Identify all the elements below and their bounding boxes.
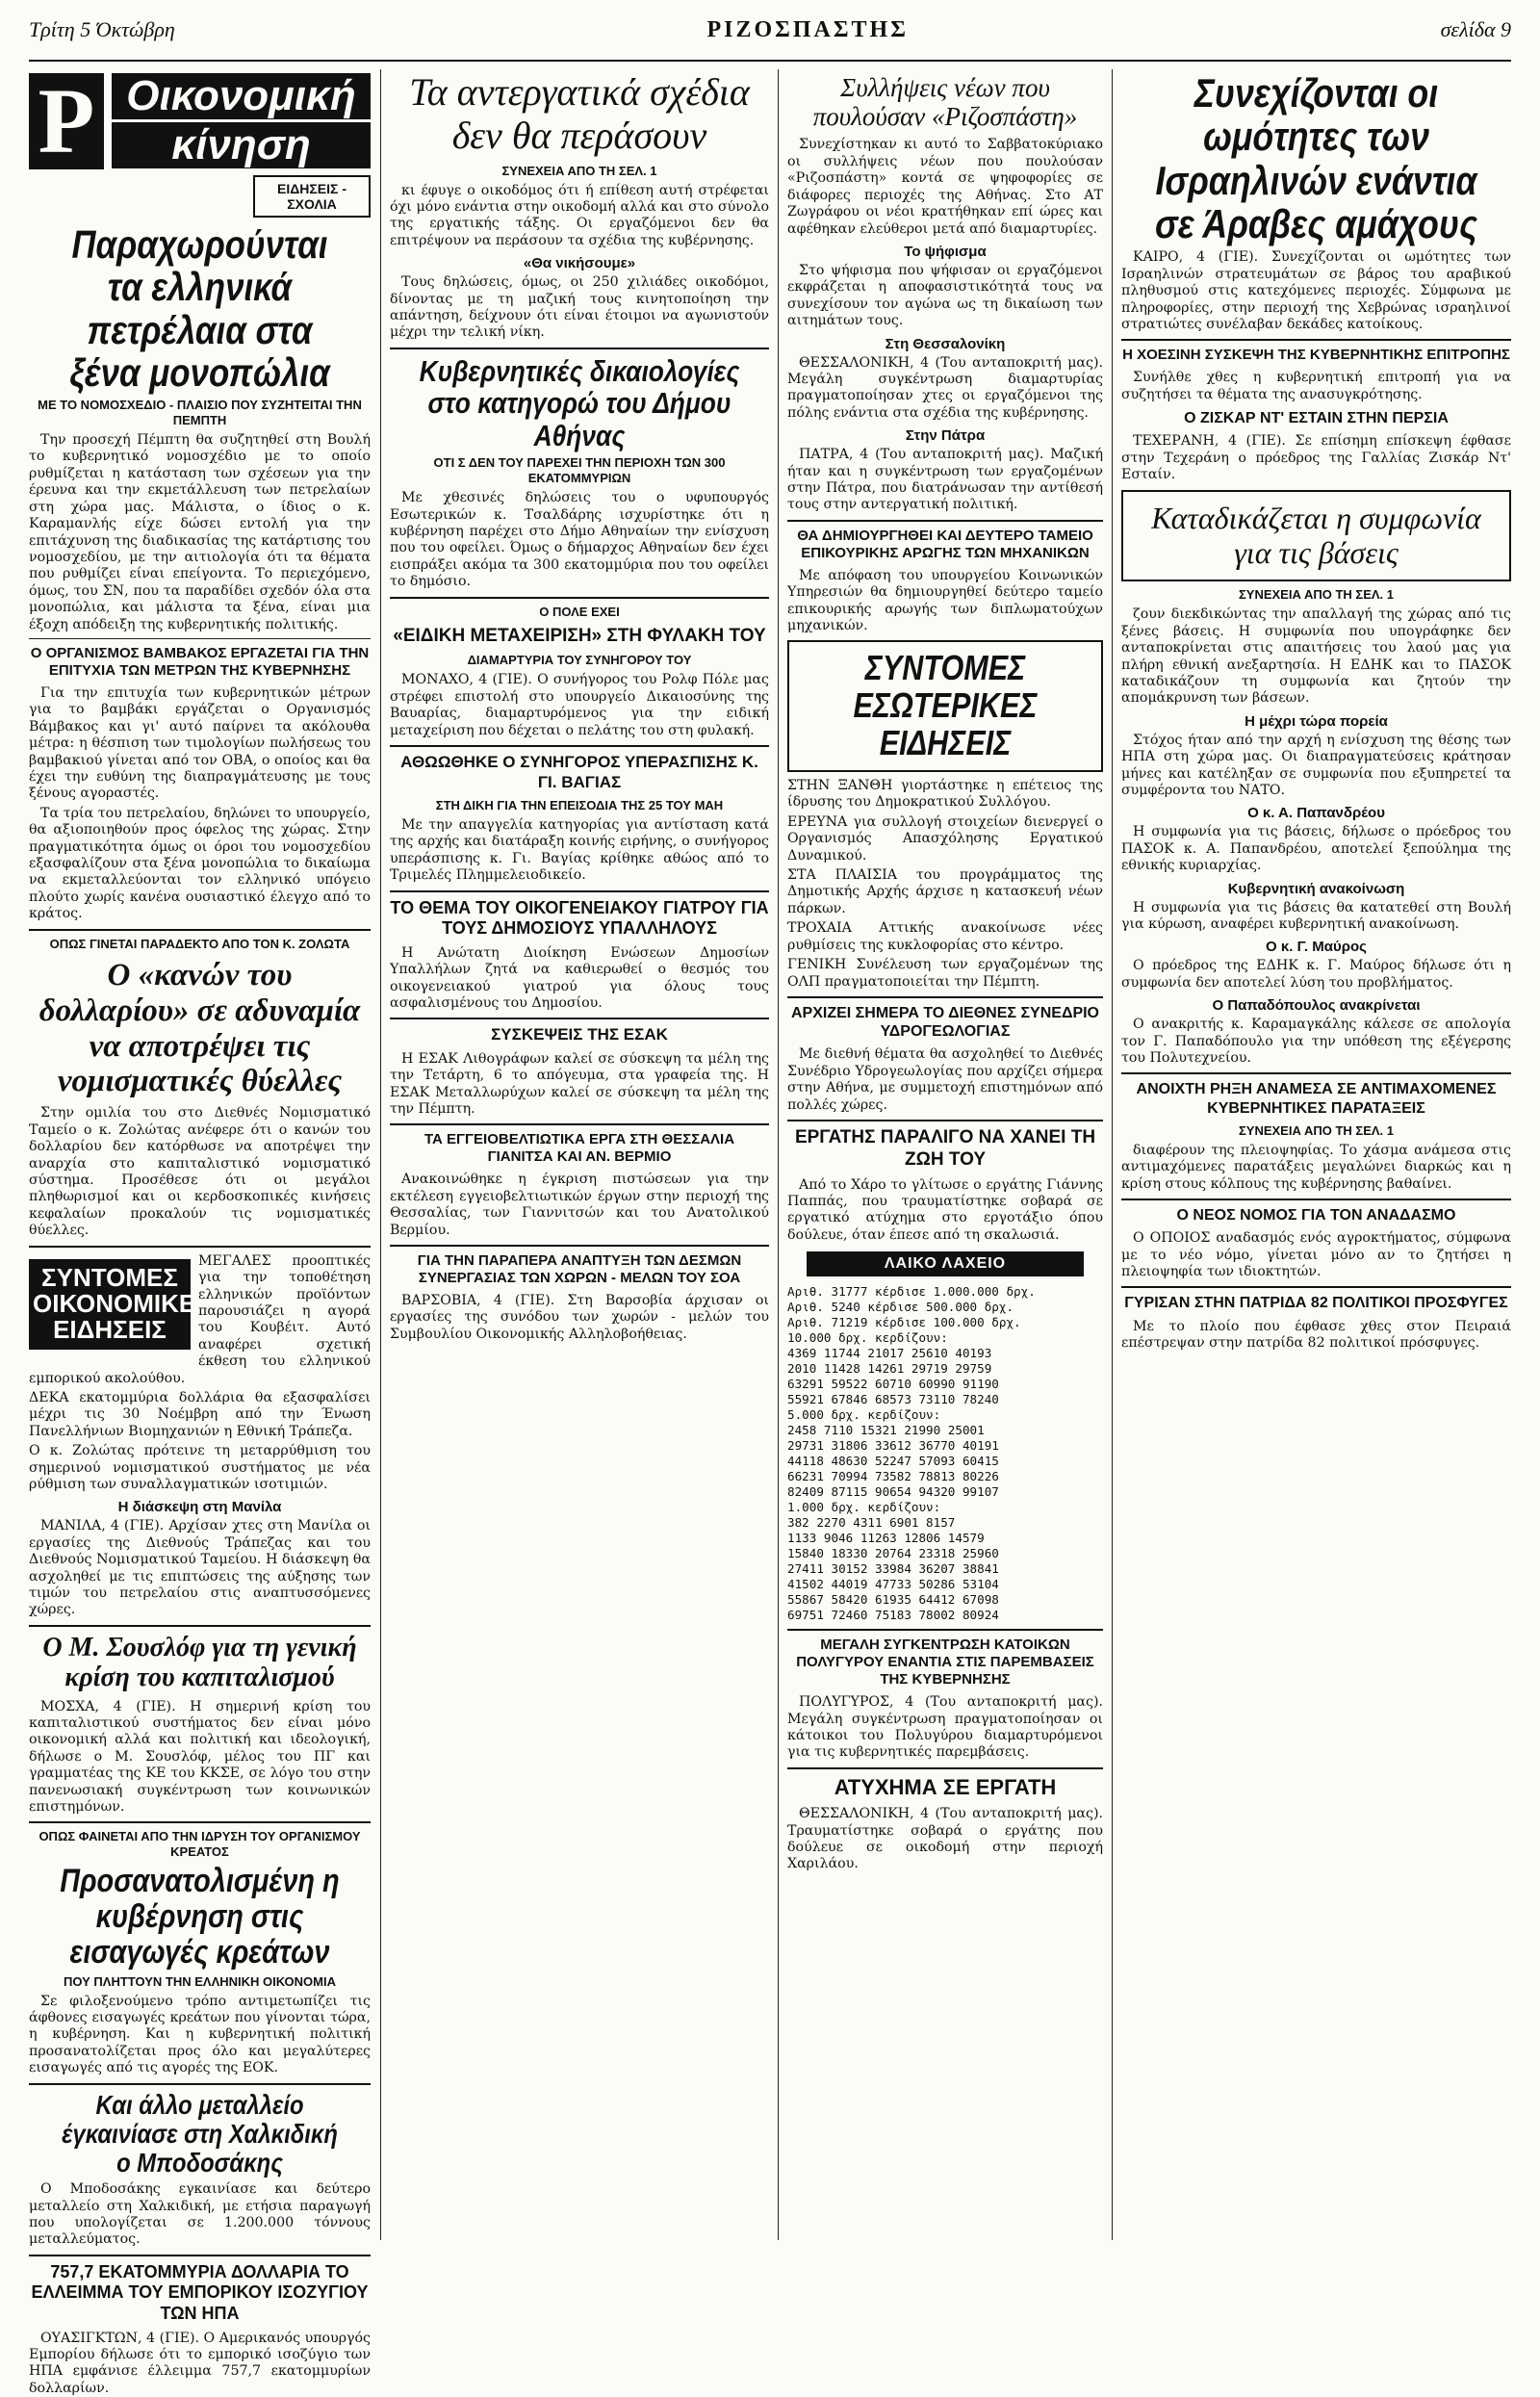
dollar-article: Στην ομιλία του στο Διεθνές Νομισματικό Ταμείο ο κ. Ζολώτας ανέφερε ότι ο κανών του δολλαρίου δεν κατόρθωσε να αποτρέψει την αναρχία στο καπιταλιστικό νομισματικό σύστημα. Προσέθεσε ότι οι μεγάλοι πληθωρισμοί και οι κερδοσκοπικές κινήσεις κεφαλαίων προκαλούν τις νομισματικές θύελλες. — [29, 1105, 371, 1239]
dollar-kicker: ΟΠΩΣ ΓΙΝΕΤΑΙ ΠΑΡΑΔΕΚΤΟ ΑΠΟ ΤΟΝ Κ. ΖΟΛΩΤΑ — [49, 936, 350, 951]
meat-subhead: ΠΟΥ ΠΛΗΤΤΟΥΝ ΤΗΝ ΕΛΛΗΝΙΚΗ ΟΙΚΟΝΟΜΙΑ — [63, 1973, 336, 1989]
domestic-brief-item: ΓΕΝΙΚΗ Συνέλευση των εργαζομένων της ΟΛΠ πραγματοποιείται την Πέμπτη. — [787, 957, 1103, 990]
prison-article: ΜΟΝΑΧΟ, 4 (ΓΙΕ). Ο συνήγορος του Ρολφ Πόλε μας στρέφει επιστολή στο υπουργείο Δικαιοσύνης της Βαυαρίας, διαμαρτυρόμενος για την ειδική μεταχείριση που δέχεται ο πελάτης του στη φυλακή. — [390, 672, 769, 738]
acquittal-article: Με την απαγγελία κατηγορίας για αντίσταση κατά της αρχής και διατάραξη κοινής ειρήνης, ο συνήγορος υπεράσπισης κ. Γι. Βαγίας κρίθηκε αθώος από το Τριμελές Πλημμελειοδικείο. — [390, 816, 769, 884]
oil-article: Την προσεχή Πέμπτη θα συζητηθεί στη Βουλή το κυβερνητικό νομοσχέδιο με το οποίο ρυθμίζεται η κατάσταση των σχέσεων για την έρευνα και την εκμετάλλευση των πετρελαίων στη χώρα μας. Μάλιστα, ο ίδιος ο κ. Καραμανλής είχε δώσει εντολή για την επιτάχυνση της διαδικασίας της κατάρτισης του νομοσχεδίου, με την αιτιολογία ότι τα θέματα που ρυθμίζει είναι επείγοντα. Το περιεχόμενο, όμως, του ΣΝ, που τα παραδίδει σχεδόν όλα στα μονοπώλια, και μάλιστα τα ξένα, είναι μια έξοχη απόδειξη της κυβερνητικής πολιτικής. — [29, 432, 371, 632]
section-title-line-2: κίνηση — [112, 122, 371, 168]
lottery-line: 2010 11428 14261 29719 29759 — [787, 1361, 992, 1377]
engineers-fund-headline: ΘΑ ΔΗΜΙΟΥΡΓΗΘΕΙ ΚΑΙ ΔΕΥΤΕΡΟ ΤΑΜΕΙΟ ΕΠΙΚΟΥΡΙΚΗΣ ΑΡΩΓΗΣ ΤΩΝ ΜΗΧΑΝΙΚΩΝ — [797, 527, 1093, 561]
arrests-headline: Συλλήψεις νέων που πουλούσαν «Ριζοσπάστη» — [812, 73, 1078, 132]
cotton-article: Για την επιτυχία των κυβερνητικών μέτρων για το βαμβάκι εργάζεται ο Οργανισμός Βάμβακος και γι' αυτό παίρνει τα ακόλουθα μέτρα: η θέσπιση των τιμολογίων πωλήσεως του βαμβακιού γίνεται από τον ΟΒΑ, ο οποίος και θα έχει την ευθύνη της διαπραγμάτευσης με τους ξένους αγοραστές. — [29, 684, 371, 802]
bases-continued: ΣΥΝΕΧΕΙΑ ΑΠΟ ΤΗ ΣΕΛ. 1 — [1238, 587, 1395, 603]
bases-article: ζουν διεκδικώντας την απαλλαγή της χώρας από τις ξένες βάσεις. Η συμφωνία που υπογράφηκε δεν ανταποκρίνεται στις απαιτήσεις του λαού μας για πλήρη εθνική ανεξαρτησία. Η ΕΔΗΚ και το ΠΑΣΟΚ καταδικάζουν τη συμφωνία και ζητούν την απομάκρυνση των βάσεων. — [1121, 606, 1511, 707]
lottery-line: Αριθ. 71219 κέρδισε 100.000 δρχ. — [787, 1315, 1021, 1330]
domestic-brief-item: ΣΤΗΝ ΞΑΝΘΗ γιορτάστηκε η επέτειος της ίδρυσης του Δημοκρατικού Συλλόγου. — [787, 778, 1103, 811]
section-badge: ΕΙΔΗΣΕΙΣ - ΣΧΟΛΙΑ — [253, 175, 371, 218]
lottery-line: Αριθ. 31777 κέρδισε 1.000.000 δρχ. — [787, 1284, 1036, 1300]
mine-article: Ο Μποδοσάκης εγκαινίασε και δεύτερο μεταλλείο στη Χαλκιδική, με ετήσια παραγωγή που υπολογίζεται σε 1.200.000 τόννους μεταλλεύματος. — [29, 2181, 371, 2248]
polygyros-article: ΠΟΛΥΓΥΡΟΣ, 4 (Του ανταποκριτή μας). Μεγάλη συγκέντρωση πραγματοποίησαν οι κάτοικοι του Πολυγύρου διαμαρτυρόμενοι για τις κυβερνητικές παρεμβάσεις. — [787, 1694, 1103, 1761]
column-news — [787, 67, 1103, 2243]
arrests-article: Συνεχίστηκαν κι αυτό το Σαββατοκύριακο οι συλλήψεις νέων που πουλούσαν «Ριζοσπάστη» κοντά σε ψηφοφορίες σε διάφορες περιοχές της Αθήνας. Στο ΑΤ Ζωγράφου οι νέοι κρατήθηκαν επί ώρες και αφέθηκαν ελεύθεροι μετά από διαμαρτυρίες. — [787, 137, 1103, 237]
domestic-briefs-title: ΣΥΝΤΟΜΕΣ ΕΣΩΤΕΡΙΚΕΣ ΕΙΔΗΣΕΙΣ — [853, 648, 1038, 763]
comecon-article: ΒΑΡΣΟΒΙΑ, 4 (ΓΙΕ). Στη Βαρσοβία άρχισαν οι εργασίες της συνόδου των χωρών - μελών του Συμβουλίου Οικονομικής Αλληλοβοήθειας. — [390, 1292, 769, 1342]
refugees-headline: ΓΥΡΙΣΑΝ ΣΤΗΝ ΠΑΤΡΙΔΑ 82 ΠΟΛΙΤΙΚΟΙ ΠΡΟΣΦΥΓΕΣ — [1124, 1295, 1508, 1312]
lottery-line: 4369 11744 21017 25610 40193 — [787, 1346, 992, 1361]
manila-subhead: Η διάσκεψη στη Μανίλα — [117, 1499, 282, 1516]
oil-kicker: ΜΕ ΤΟ ΝΟΜΟΣΧΕΔΙΟ - ΠΛΑΙΣΙΟ ΠΟΥ ΣΥΖΗΤΕΙΤΑΙ ΤΗΝ ΠΕΜΠΤΗ — [38, 398, 362, 428]
lottery-line: 5.000 δρχ. κερδίζουν: — [787, 1407, 941, 1423]
column-labour — [390, 67, 769, 2243]
column-world — [1121, 67, 1511, 2243]
us-deficit-article: ΟΥΑΣΙΓΚΤΩΝ, 4 (ΓΙΕ). Ο Αμερικανός υπουργός Εμπορίου δήλωσε ότι το εμπορικό ισοζύγιο των ΗΠΑ εμφάνισε έλλειμμα 757,7 εκατομμυρίων δολλαρίων. — [29, 2330, 371, 2396]
economic-briefs-box: ΣΥΝΤΟΜΕΣ ΟΙΚΟΝΟΜΙΚΕΣ ΕΙΔΗΣΕΙΣ — [29, 1259, 191, 1350]
patras-subhead: Στην Πάτρα — [905, 427, 986, 445]
papandreou-article: Η συμφωνία για τις βάσεις, δήλωσε ο πρόεδρος του ΠΑΣΟΚ κ. Α. Παπανδρέου, αποτελεί ξεπούλημα της εθνικής κυριαρχίας. — [1121, 824, 1511, 874]
thessaly-works-headline: ΤΑ ΕΓΓΕΙΟΒΕΛΤΙΩΤΙΚΑ ΕΡΓΑ ΣΤΗ ΘΕΣΣΑΛΙΑ ΓΙΑΝΙΤΣΑ ΚΑΙ ΑΝ. ΒΕΡΜΙΟ — [424, 1131, 735, 1166]
refugees-article: Με το πλοίο που έφθασε χθες στον Πειραιά επέστρεψαν στην πατρίδα 82 πολιτικοί πρόσφυγες. — [1121, 1318, 1511, 1352]
lottery-line: 27411 30152 33984 36207 38841 — [787, 1561, 999, 1577]
section-title-line-1: Οικονομική — [112, 73, 371, 119]
rift-continued: ΣΥΝΕΧΕΙΑ ΑΠΟ ΤΗ ΣΕΛ. 1 — [1238, 1122, 1395, 1138]
congress-headline: ΑΡΧΙΖΕΙ ΣΗΜΕΡΑ ΤΟ ΔΙΕΘΝΕΣ ΣΥΝΕΔΡΙΟ ΥΔΡΟΓΕΩΛΟΓΙΑΣ — [791, 1004, 1099, 1041]
decree-article: Στο ψήφισμα που ψήφισαν οι εργαζόμενοι εκφράζεται η αποφασιστικότητά τους να συνεχίσουν τον αγώνα ως τη δικαίωση των αιτημάτων τους. — [787, 262, 1103, 329]
lottery-line: 10.000 δρχ. κερδίζουν: — [787, 1330, 948, 1346]
athens-city-kicker: ΟΤΙ Σ ΔΕΝ ΤΟΥ ΠΑΡΕΧΕΙ ΤΗΝ ΠΕΡΙΟΧΗ ΤΩΝ 300 ΕΚΑΤΟΜΜΥΡΙΩΝ — [433, 455, 726, 486]
lottery-line: 82409 87115 90654 94320 99107 — [787, 1484, 999, 1500]
lottery-line: 63291 59522 60710 60990 91190 — [787, 1377, 999, 1392]
prison-kicker: Ο ΠΟΛΕ ΕΧΕΙ — [539, 604, 620, 619]
acquittal-headline: ΑΘΩΩΘΗΚΕ Ο ΣΥΝΗΓΟΡΟΣ ΥΠΕΡΑΣΠΙΣΗΣ Κ. ΓΙ. ΒΑΓΙΑΣ — [400, 753, 758, 791]
labour-subhead: «Θα νικήσουμε» — [523, 255, 636, 272]
mine-headline: Και άλλο μεταλλείο έγκαινίασε στη Χαλκιδική ο Μποδοσάκης — [62, 2089, 338, 2178]
dollar-headline: Ο «κανών του δολλαρίου» σε αδυναμία να αποτρέψει τις νομισματικές θύελλες — [38, 957, 361, 1099]
prison-headline: «ΕΙΔΙΚΗ ΜΕΤΑΧΕΙΡΙΣΗ» ΣΤΗ ΦΥΛΑΚΗ ΤΟΥ — [393, 625, 766, 646]
gov-statement-article: Η συμφωνία για τις βάσεις θα κατατεθεί στη Βουλή για κύρωση, αναφέρει κυβερνητική ανακοίνωση. — [1121, 899, 1511, 933]
brief-item: ΜΕΓΑΛΕΣ προοπτικές για την τοποθέτηση ελληνικών προϊόντων παρουσιάζει η αγορά του Κουβέιτ. Αυτό αναφέρει σχετική έκθεση του ελληνικού εμπορικού ακολούθου. — [29, 1252, 371, 1386]
lottery-line: 1.000 δρχ. κερδίζουν: — [787, 1500, 941, 1515]
committee-headline: Η ΧΟΕΣΙΝΗ ΣΥΣΚΕΨΗ ΤΗΣ ΚΥΒΕΡΝΗΤΙΚΗΣ ΕΠΙΤΡΟΠΗΣ — [1122, 347, 1510, 364]
lottery-line: 29731 31806 33612 36770 40191 — [787, 1438, 999, 1454]
oil-headline: Παραχωρούνται τα ελληνικά πετρέλαια στα ξένα μονοπώλια — [69, 222, 330, 395]
bases-headline: Καταδικάζεται η συμφωνία για τις βάσεις — [1151, 500, 1481, 570]
issue-date: Τρίτη 5 Όκτώβρη — [29, 17, 175, 41]
thessaloniki-subhead: Στη Θεσσαλονίκη — [885, 335, 1006, 352]
paper-name: ΡΙΖΟΣΠΑΣΤΗΣ — [706, 16, 909, 42]
column-rule — [778, 69, 779, 2240]
cotton-headline: Ο ΟΡΓΑΝΙΣΜΟΣ ΒΑΜΒΑΚΟΣ ΕΡΓΑΖΕΤΑΙ ΓΙΑ ΤΗΝ ΕΠΙΤΥΧΙΑ ΤΩΝ ΜΕΤΡΩΝ ΤΗΣ ΚΥΒΕΡΝΗΣΗΣ — [30, 644, 370, 679]
lottery-line: 2458 7110 15321 21990 25001 — [787, 1423, 985, 1438]
giscard-headline: Ο ΖΙΣΚΑΡ ΝΤ' ΕΣΤΑΙΝ ΣΤΗΝ ΠΕΡΣΙΑ — [1184, 410, 1449, 427]
giscard-article: ΤΕΧΕΡΑΝΗ, 4 (ΓΙΕ). Σε επίσημη επίσκεψη έφθασε στην Τεχεράνη ο πρόεδρος της Γαλλίας Ζισκάρ Ντ' Εσταίν. — [1121, 433, 1511, 483]
lottery-results — [787, 1284, 1103, 1623]
esak-article: Η ΕΣΑΚ Λιθογράφων καλεί σε σύσκεψη τα μέλη της την Τετάρτη, 6 το απόγευμα, στα γραφεία της. Η ΕΣΑΚ Μεταλλωρύχων καλεί σε σύσκεψη τα μέλη της την Πέμπτη. — [390, 1050, 769, 1117]
comecon-headline: ΓΙΑ ΤΗΝ ΠΑΡΑΠΕΡΑ ΑΝΑΠΤΥΞΗ ΤΩΝ ΔΕΣΜΩΝ ΣΥΝΕΡΓΑΣΙΑΣ ΤΩΝ ΧΩΡΩΝ - ΜΕΛΩΝ ΤΟΥ ΣΟΑ — [417, 1251, 742, 1286]
rift-article: διαφέρουν της πλειοψηφίας. Το χάσμα ανάμεσα στις αντιμαχόμενες παρατάξεις μεγαλώνει διαρκώς και η κρίση στους κόλπους της κυβέρνησης βαθαίνει. — [1121, 1142, 1511, 1192]
lottery-line: 69751 72460 75183 78002 80924 — [787, 1608, 999, 1623]
papadopoulos-subhead: Ο Παπαδόπουλος ανακρίνεται — [1212, 997, 1421, 1015]
bases-article-2: Στόχος ήταν από την αρχή η ενίσχυση της θέσης των ΗΠΑ στη χώρα μας. Οι διαπραγματεύσεις κράτησαν μήνες και κατέληξαν σε συμφωνία που εξυπηρετεί τα συμφέροντα του ΝΑΤΟ. — [1121, 732, 1511, 798]
us-deficit-headline: 757,7 ΕΚΑΤΟΜΜΥΡΙΑ ΔΟΛΛΑΡΙΑ ΤΟ ΕΛΛΕΙΜΜΑ ΤΟΥ ΕΜΠΟΡΙΚΟΥ ΙΣΟΖΥΓΙΟΥ ΤΩΝ ΗΠΑ — [31, 2261, 369, 2324]
lottery-line: 1133 9046 11263 12806 14579 — [787, 1531, 985, 1546]
lottery-line: 15840 18330 20764 23318 25960 — [787, 1546, 999, 1561]
bases-box — [1121, 490, 1511, 582]
domestic-brief-item: ΣΤΑ ΠΛΑΙΣΙΑ του προγράμματος της Δημοτικής Αρχής άρχισε η κατασκευή νέων πάρκων. — [787, 867, 1103, 916]
athens-city-headline: Κυβερνητικές δικαιολογίες στο κατηγορώ του Δήμου Αθήνας — [419, 353, 740, 452]
domestic-briefs-box — [787, 640, 1103, 772]
engineers-fund-article: Με απόφαση του υπουργείου Κοινωνικών Υπηρεσιών θα δημιουργηθεί δεύτερο ταμείο επικουρικής αρωγής των διπλωματούχων μηχανικών. — [787, 567, 1103, 633]
worker-headline: ΕΡΓΑΤΗΣ ΠΑΡΑΛΙΓΟ ΝΑ ΧΑΝΕΙ ΤΗ ΖΩΗ ΤΟΥ — [794, 1126, 1096, 1170]
worker-article: Από το Χάρο το γλίτωσε ο εργάτης Γιάννης Παππάς, που τραυματίστηκε σοβαρά σε εργατικό ατύχημα στο εργοτάξιο όπου δούλευε, όταν έπεσε από τη σκαλωσιά. — [787, 1176, 1103, 1243]
lottery-line: 44118 48630 52247 57093 60415 — [787, 1454, 999, 1469]
israel-headline: Συνεχίζονται οι ωμότητες των Ισραηλινών ενάντια σε Άραβες αμάχους — [1155, 70, 1477, 247]
lottery-line: Αριθ. 5240 κέρδισε 500.000 δρχ. — [787, 1300, 1014, 1315]
section-title — [112, 73, 371, 171]
column-economy — [29, 67, 371, 2396]
thessaly-works-article: Ανακοινώθηκε η έγκριση πιστώσεων για την εκτέλεση εγγειοβελτιωτικών έργων στην περιοχή της Θεσσαλίας, των Γιαννιτσών και του Ανατολικού Βερμίου. — [390, 1172, 769, 1238]
column-rule — [1112, 69, 1113, 2240]
manila-article: ΜΑΝΙΛΑ, 4 (ΓΙΕ). Αρχίσαν χτες στη Μανίλα οι εργασίες της Διεθνούς Τράπεζας και του Διεθνούς Νομισματικού Ταμείου. Η διάσκεψη θα ασχοληθεί με τις επιπτώσεις της αύξησης των τιμών του πετρελαίου στις αναπτυσσόμενες χώρες. — [29, 1518, 371, 1618]
masthead — [29, 0, 1511, 62]
mavros-subhead: Ο κ. Γ. Μαύρος — [1266, 939, 1367, 956]
labour-continued: ΣΥΝΕΧΕΙΑ ΑΠΟ ΤΗ ΣΕΛ. 1 — [501, 163, 657, 178]
domestic-brief-item: ΕΡΕΥΝΑ για συλλογή στοιχείων διενεργεί ο Οργανισμός Απασχόλησης Εργατικού Δυναμικού. — [787, 813, 1103, 863]
lottery-line: 41502 44019 47733 50286 53104 — [787, 1577, 999, 1592]
land-law-article: Ο ΟΠΟΙΟΣ αναδασμός ενός αγροκτήματος, σύμφωνα με το νέο νόμο, γίνεται μόνο αν το ζητήσει η πλειοψηφία των ιδιοκτητών. — [1121, 1230, 1511, 1280]
meat-kicker: ΟΠΩΣ ΦΑΙΝΕΤΑΙ ΑΠΟ ΤΗΝ ΙΔΡΥΣΗ ΤΟΥ ΟΡΓΑΝΙΣΜΟΥ ΚΡΕΑΤΟΣ — [38, 1829, 361, 1860]
polygyros-headline: ΜΕΓΑΛΗ ΣΥΓΚΕΝΤΡΩΣΗ ΚΑΤΟΙΚΩΝ ΠΟΛΥΓΥΡΟΥ ΕΝΑΝΤΙΑ ΣΤΙΣ ΠΑΡΕΜΒΑΣΕΙΣ ΤΗΣ ΚΥΒΕΡΝΗΣΗΣ — [796, 1637, 1094, 1688]
zolotas-article: Ο κ. Ζολώτας πρότεινε τη μεταρρύθμιση του σημερινού νομισματικού συστήματος με νέα ρύθμιση των συναλλαγματικών ισοτιμιών. — [29, 1443, 371, 1492]
athens-city-article: Με χθεσινές δηλώσεις του ο υφυπουργός Εσωτερικών κ. Τσαλδάρης ισχυρίστηκε ότι η κυβέρνηση παρέχει στο Δήμο Αθηναίων την ενίσχυση που του οφείλει. Όμως ο δήμαρχος Αθηναίων δεν έχει εισπράξει ακόμα τα 300 εκατομμύρια που του οφείλει το δημόσιο. — [390, 490, 769, 590]
rift-headline: ΑΝΟΙΧΤΗ ΡΗΞΗ ΑΝΑΜΕΣΑ ΣΕ ΑΝΤΙΜΑΧΟΜΕΝΕΣ ΚΥΒΕΡΝΗΤΙΚΕΣ ΠΑΡΑΤΑΞΕΙΣ — [1136, 1081, 1497, 1117]
papadopoulos-article: Ο ανακριτής κ. Καραμαγκάλης κάλεσε σε απολογία τον Γ. Παπαδόπουλο για την υπόθεση της εξέγερσης του Πολυτεχνείου. — [1121, 1017, 1511, 1067]
labour-article: κι έφυγε ο οικοδόμος ότι ή επίθεση αυτή στρέφεται όχι μόνο ενάντια στην οικοδομή αλλά και στο σύνολο της εργατικής τάξης. Οι εργαζόμενοι δεν θα επιτρέψουν να περάσουν τα σχέδια της κυβέρνησης. — [390, 182, 769, 248]
oil-continuation: Τα τρία του πετρελαίου, δηλώνει το υπουργείο, θα αξιοποιηθούν προς όφελος της χώρας. Στην πραγματικότητα όμως οι όροι του νομοσχεδίου εξασφαλίζουν στα ξένα μονοπώλια το δικαίωμα να εκμεταλλεύονται τον ελληνικό υπόγειο πλούτο χωρίς κανένα ουσιαστικό έλεγχο από το κράτος. — [29, 805, 371, 922]
column-rule — [380, 69, 381, 2240]
accident-article: ΘΕΣΣΑΛΟΝΙΚΗ, 4 (Του ανταποκριτή μας). Τραυματίστηκε σοβαρά ο εργάτης που δούλευε σε οικοδομή στην περιοχή Χαριλάου. — [787, 1806, 1103, 1872]
committee-article: Συνήλθε χθες η κυβερνητική επιτροπή για να συζητήσει τα θέματα της ανασυγκρότησης. — [1121, 370, 1511, 402]
land-law-headline: Ο ΝΕΟΣ ΝΟΜΟΣ ΓΙΑ ΤΟΝ ΑΝΑΔΑΣΜΟ — [1176, 1207, 1456, 1224]
brief-item: ΔΕΚΑ εκατομμύρια δολλάρια θα εξασφαλίσει μέχρι τις 30 Νοέμβρη από την Ένωση Πανελλήνιων Βιομηχανιών η Εθνική Τράπεζα. — [29, 1389, 371, 1439]
bases-subhead: Η μέχρι τώρα πορεία — [1245, 712, 1388, 730]
acquittal-kicker: ΣΤΗ ΔΙΚΗ ΓΙΑ ΤΗΝ ΕΠΕΙΣΟΔΙΑ ΤΗΣ 25 ΤΟΥ ΜΑΗ — [435, 797, 724, 812]
rizospastis-r-logo: Ρ — [29, 73, 104, 169]
domestic-brief-item: ΤΡΟΧΑΙΑ Αττικής ανακοίνωσε νέες ρυθμίσεις της κυκλοφορίας στο κέντρο. — [787, 920, 1103, 953]
meat-article: Σε φιλοξενούμενο τρόπο αντιμετωπίζει τις άφθονες εισαγωγές κρεάτων που γίνονται τώρα, η κυβέρνηση. Και η κυβερνητική πολιτική προσανατολίζεται προς όλο και μεγαλύτερες εισαγωγές από τις αγορές της ΕΟΚ. — [29, 1993, 371, 2076]
souslov-headline: Ο Μ. Σουσλόφ για τη γενική κρίση του καπιταλισμού — [42, 1632, 357, 1693]
lottery-title: ΛΑΙΚΟ ΛΑΧΕΙΟ — [807, 1251, 1084, 1276]
thessaloniki-article: ΘΕΣΣΑΛΟΝΙΚΗ, 4 (Του ανταποκριτή μας). Μεγάλη συγκέντρωση διαμαρτυρίας πραγματοποίησαν χτες οι εργαζόμενοι της πόλης ενάντια στα σχέδια της κυβέρνησης. — [787, 354, 1103, 421]
family-doctor-headline: ΤΟ ΘΕΜΑ ΤΟΥ ΟΙΚΟΓΕΝΕΙΑΚΟΥ ΓΙΑΤΡΟΥ ΓΙΑ ΤΟΥΣ ΔΗΜΟΣΙΟΥΣ ΥΠΑΛΛΗΛΟΥΣ — [390, 897, 769, 939]
prison-subhead: ΔΙΑΜΑΡΤΥΡΙΑ ΤΟΥ ΣΥΝΗΓΟΡΟΥ ΤΟΥ — [467, 653, 692, 668]
decree-subhead: Το ψήφισμα — [904, 243, 987, 260]
esak-headline: ΣΥΣΚΕΨΕΙΣ ΤΗΣ ΕΣΑΚ — [491, 1025, 668, 1044]
accident-headline: ΑΤΥΧΗΜΑ ΣΕ ΕΡΓΑΤΗ — [834, 1774, 1057, 1799]
lottery-line: 55921 67846 68573 73110 78240 — [787, 1392, 999, 1407]
page-number: σελίδα 9 — [1440, 17, 1511, 41]
israel-article: ΚΑΙΡΟ, 4 (ΓΙΕ). Συνεχίζονται οι ωμότητες των Ισραηλινών στρατευμάτων σε βάρος του αραβικού πληθυσμού στις κατεχόμενες περιοχές. Σύμφωνα με πληροφορίες, στην περιοχή της Χεβρώνας ισραηλινοί στρατιώτες συνέλαβαν δεκάδες κατοίκους. — [1121, 249, 1511, 333]
mavros-article: Ο πρόεδρος της ΕΔΗΚ κ. Γ. Μαύρος δήλωσε ότι η συμφωνία δεν αποτελεί λύση του προβλήματος. — [1121, 958, 1511, 991]
patras-article: ΠΑΤΡΑ, 4 (Του ανταποκριτή μας). Μαζική ήταν και η συγκέντρωση των εργαζομένων στην Πάτρα, που διατράνωσαν την αντίθεσή τους στην αντεργατική πολιτική. — [787, 447, 1103, 513]
labour-article-2: Τους δηλώσεις, όμως, οι 250 χιλιάδες οικοδόμοι, δίνοντας με τη μαζική τους κινητοποίηση την απάντηση, δείχνουν ότι είναι έτοιμοι να αγωνιστούν μέχρι την τελική νίκη. — [390, 274, 769, 341]
papandreou-subhead: Ο κ. Α. Παπανδρέου — [1247, 805, 1385, 822]
meat-headline: Προσανατολισμένη η κυβέρνηση στις εισαγωγές κρεάτων — [60, 1863, 340, 1971]
souslov-article: ΜΟΣΧΑ, 4 (ΓΙΕ). Η σημερινή κρίση του καπιταλιστικού συστήματος δεν είναι μόνο οικονομική αλλά και πολιτική και ιδεολογική, δήλωσε ο Μ. Σουσλόφ, μέλος του ΠΓ και γραμματέας της ΚΕ του ΚΚΣΕ, σε λόγο του στην πανενωσιακή συγκέντρωση των κοινωνικών επιστημόνων. — [29, 1698, 371, 1815]
lottery-line: 382 2270 4311 6901 8157 — [787, 1515, 956, 1531]
labour-headline: Τα αντεργατικά σχέδια δεν θα περάσουν — [409, 70, 750, 157]
congress-article: Με διεθνή θέματα θα ασχοληθεί το Διεθνές Συνέδριο Υδρογεωλογίας που αρχίζει σήμερα στην Αθήνα, με συμμετοχή επιστημόνων από πολλές χώρες. — [787, 1046, 1103, 1113]
lottery-line: 55867 58420 61935 64412 67098 — [787, 1592, 999, 1608]
section-logo — [29, 69, 371, 172]
lottery-line: 66231 70994 73582 78813 80226 — [787, 1469, 999, 1484]
gov-statement-subhead: Κυβερνητική ανακοίνωση — [1227, 880, 1405, 897]
family-doctor-article: Η Ανώτατη Διοίκηση Ενώσεων Δημοσίων Υπαλλήλων ζητά να καθιερωθεί ο θεσμός του οικογενειακού γιατρού για όλους τους ασφαλισμένους του Δημοσίου. — [390, 944, 769, 1011]
